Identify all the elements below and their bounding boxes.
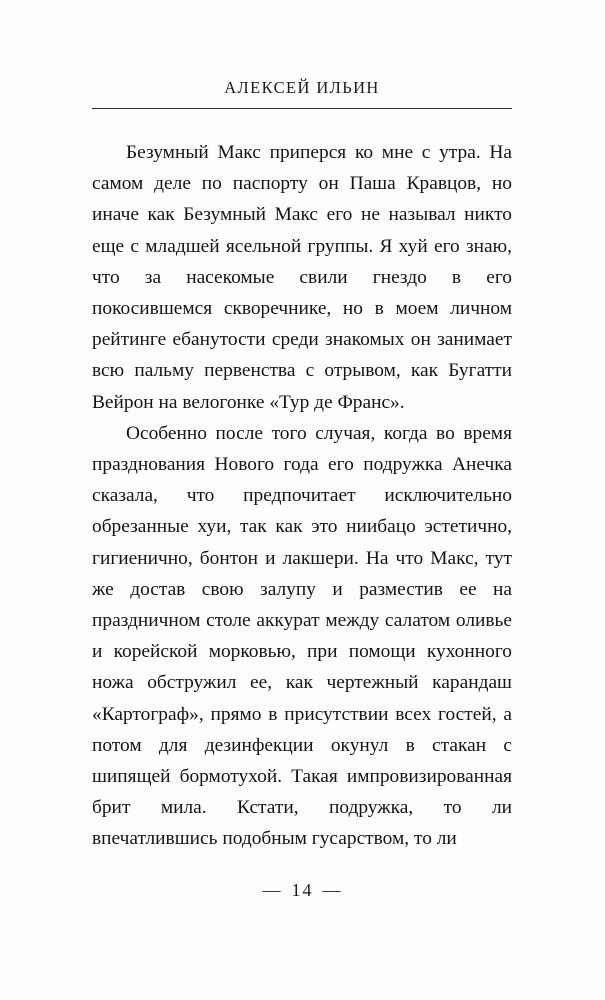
page-content bbox=[92, 78, 512, 855]
header-divider bbox=[92, 108, 512, 109]
folio-dash-left: — bbox=[262, 880, 283, 900]
running-head-author: АЛЕКСЕЙ ИЛЬИН bbox=[224, 78, 380, 97]
paragraph-1: Безумный Макс приперся ко мне с утра. На самом деле по паспорту он Паша Кравцов, но иначе как Безумный Макс его не называл никто еще с младшей ясельной группы. Я хуй его знаю, что за насекомые свили гнездо в его покосившемся скворечнике, но в моем личном рейтинге ебанутости среди знакомых он занимает всю пальму первенства с отрывом, как Бугатти Вейрон на велогонке «Тур де Франс». bbox=[92, 142, 512, 413]
body-text bbox=[92, 137, 512, 855]
folio-dash-right: — bbox=[322, 880, 343, 900]
page-folio bbox=[0, 880, 605, 901]
page-number: 14 bbox=[291, 880, 314, 900]
paragraph-2: Особенно после того случая, когда во время празднования Нового года его подружка Анечка сказала, что предпочитает исключительно обрезанные хуи, так как это ниибацо эстетично, гигиенично, бонтон и лакшери. На что Макс, тут же достав свою залупу и разместив ее на праздничном столе аккурат между салатом оливье и корейской морковью, при помощи кухонного ножа обстружил ее, как чертежный карандаш «Картограф», прямо в присутствии всех гостей, а потом для дезинфекции окунул в стакан с шипящей бормотухой. Такая импровизированная брит мила. Кстати, подружка, то ли впечатлившись подобным гусарством, то ли bbox=[92, 422, 512, 850]
